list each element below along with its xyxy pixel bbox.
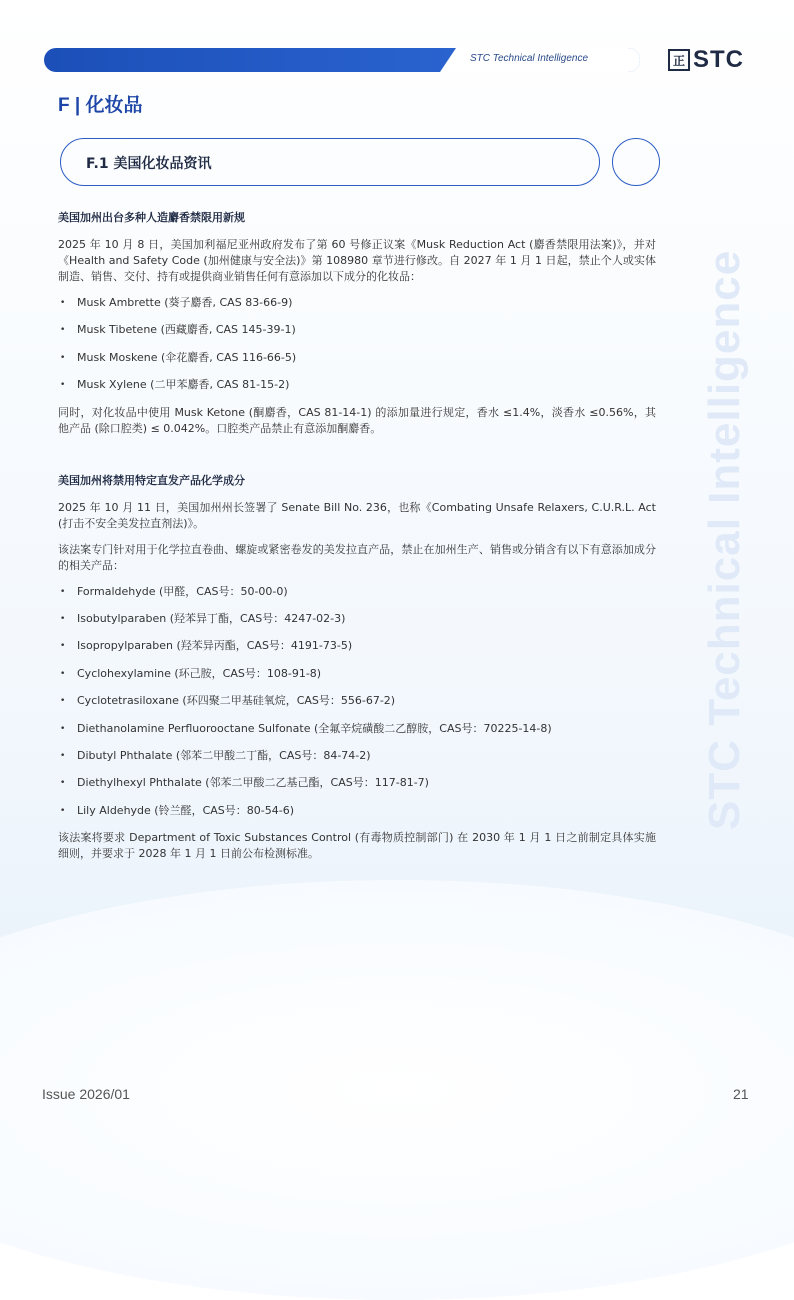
subsection-title: F.1 美国化妆品资讯 — [86, 156, 212, 172]
logo-text: STC — [693, 46, 744, 73]
header-tagline: STC Technical Intelligence — [470, 53, 589, 64]
subsection-circle — [612, 138, 660, 186]
list-item: • Musk Ambrette (葵子麝香, CAS 83-66-9) — [58, 295, 656, 311]
side-watermark: STC Technical Intelligence — [700, 249, 749, 830]
issue-number: Issue 2026/01 — [42, 1086, 130, 1102]
article2-heading: 美国加州将禁用特定直发产品化学成分 — [58, 473, 245, 487]
article2-intro: 2025 年 10 月 11 日，美国加州州长签署了 Senate Bill No. 236，也称《Combating Unsafe Relaxers, C.U.R.L. Act (打击不安全美发拉直剂法)》。 — [58, 500, 656, 530]
article1-intro: 2025 年 10 月 8 日，美国加利福尼亚州政府发布了第 60 号修正议案《Musk Reduction Act (麝香禁限用法案)》，并对《Health and Safety Code (加州健康与安全法)》第 108980 章节进行修改。自 2027 年 1 月 1 日起，禁止个人或实体制造、销售、交付、持有或提供商业销售任何有意添加以下成分的化妆品： — [58, 238, 656, 283]
list-item: • Cyclotetrasiloxane (环四聚二甲基硅氧烷，CAS号：556-67-2) — [58, 693, 656, 709]
article-spacer — [58, 447, 656, 473]
article-content — [58, 210, 656, 872]
article1-list — [58, 295, 656, 393]
list-item: • Formaldehyde (甲醛，CAS号：50-00-0) — [58, 584, 656, 600]
article1-closing: 同时，对化妆品中使用 Musk Ketone (酮麝香，CAS 81-14-1) 的添加量进行规定，香水 ≤1.4%，淡香水 ≤0.56%，其他产品 (除口腔类) ≤ 0.042%。口腔类产品禁止有意添加酮麝香。 — [58, 405, 656, 435]
list-item: • Diethanolamine Perfluorooctane Sulfonate (全氟辛烷磺酸二乙醇胺，CAS号：70225-14-8) — [58, 721, 656, 737]
section-title: F | 化妆品 — [58, 95, 143, 116]
logo-mark-icon: 正 — [668, 49, 690, 71]
list-item: • Lily Aldehyde (铃兰醛，CAS号：80-54-6) — [58, 803, 656, 819]
article2-scope: 该法案专门针对用于化学拉直卷曲、螺旋或紧密卷发的美发拉直产品，禁止在加州生产、销售或分销含有以下有意添加成分的相关产品： — [58, 542, 656, 572]
list-item: • Musk Xylene (二甲苯麝香, CAS 81-15-2) — [58, 377, 656, 393]
article2-list — [58, 584, 656, 819]
list-item: • Cyclohexylamine (环己胺，CAS号：108-91-8) — [58, 666, 656, 682]
list-item: • Isopropylparaben (羟苯异丙酯，CAS号：4191-73-5) — [58, 638, 656, 654]
list-item: • Dibutyl Phthalate (邻苯二甲酸二丁酯，CAS号：84-74-2) — [58, 748, 656, 764]
list-item: • Diethylhexyl Phthalate (邻苯二甲酸二乙基己酯，CAS号：117-81-7) — [58, 775, 656, 791]
list-item: • Musk Tibetene (西藏麝香, CAS 145-39-1) — [58, 322, 656, 338]
stc-logo — [668, 46, 744, 74]
article1-heading: 美国加州出台多种人造麝香禁限用新规 — [58, 211, 245, 224]
list-item: • Musk Moskene (伞花麝香, CAS 116-66-5) — [58, 350, 656, 366]
list-item: • Isobutylparaben (羟苯异丁酯，CAS号：4247-02-3) — [58, 611, 656, 627]
page-number: 21 — [733, 1086, 749, 1102]
article2-closing: 该法案将要求 Department of Toxic Substances Control (有毒物质控制部门) 在 2030 年 1 月 1 日之前制定具体实施细则，并要求于 2028 年 1 月 1 日前公布检测标准。 — [58, 831, 656, 861]
